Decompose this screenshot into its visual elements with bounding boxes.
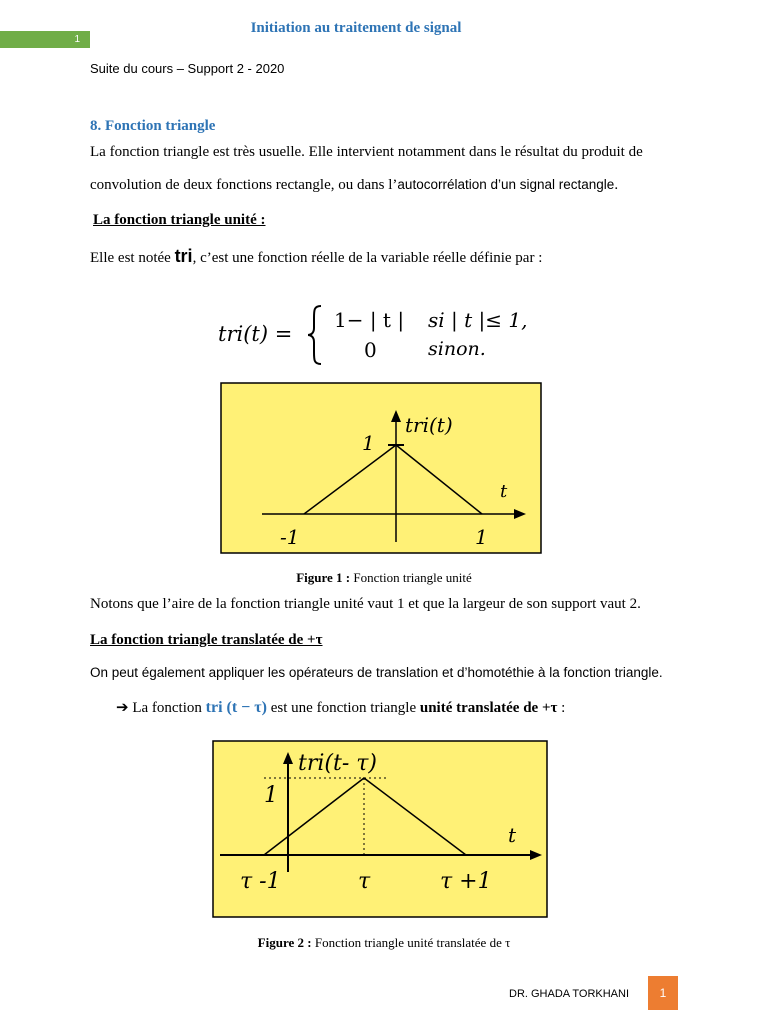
intro-paragraph-line2: [90, 175, 618, 195]
case2-value: 0: [364, 338, 377, 362]
figure2-plot: [212, 740, 548, 918]
case1-condition: si | t |≤ 1,: [428, 308, 528, 332]
definition-text-a: Elle est notée: [90, 250, 175, 266]
figure1-tick-peak: 1: [362, 431, 375, 455]
course-subtitle: Suite du cours – Support 2 - 2020: [90, 61, 285, 76]
bullet-bold-text: unité translatée de +τ: [419, 700, 558, 716]
figure1-background: [221, 383, 541, 553]
figure1-caption-text: Fonction triangle unité: [350, 570, 472, 585]
figure2-tick-left: τ -1: [240, 869, 281, 894]
figure1-caption-label: Figure 1 :: [296, 570, 351, 585]
page-number-tab: 1: [0, 31, 90, 48]
figure1-tick-left: -1: [280, 525, 300, 549]
tri-keyword: tri: [174, 246, 193, 266]
translated-bullet: [116, 698, 565, 718]
case2-condition: sinon.: [428, 338, 486, 360]
figure2-tick-right: τ +1: [440, 869, 492, 894]
footer-page-number: 1: [648, 976, 678, 1010]
translated-heading: La fonction triangle translatée de +τ: [90, 632, 323, 648]
figure1-tick-right: 1: [475, 525, 488, 549]
bullet-text-c: :: [557, 700, 566, 716]
footer-author: DR. GHADA TORKHANI: [509, 988, 630, 1000]
document-header-title: Initiation au traitement de signal: [250, 20, 462, 36]
unit-definition: [90, 246, 542, 268]
figure2-tick-peak: 1: [264, 783, 278, 808]
bullet-text-b: est une fonction triangle: [267, 700, 420, 716]
figure1-plot: [220, 382, 542, 554]
arrow-icon: ➔: [116, 700, 129, 716]
figure2-xlabel: t: [508, 823, 517, 847]
tri-formula: [218, 300, 558, 370]
case1-value: 1− | t |: [334, 308, 405, 332]
figure1-caption: [0, 570, 768, 586]
note-paragraph: Notons que l’aire de la fonction triangle unité vaut 1 et que la largeur de son support vaut 2.: [90, 596, 641, 612]
definition-text-b: , c’est une fonction réelle de la variable réelle définie par :: [192, 250, 543, 266]
figure2-caption-text: Fonction triangle unité translatée de τ: [311, 935, 511, 950]
figure2-caption-label: Figure 2 :: [257, 935, 312, 950]
intro-text-a: convolution de deux fonctions rectangle, ou dans l’: [90, 177, 398, 193]
figure1-xlabel: t: [500, 481, 508, 502]
figure2-ylabel: tri(t- τ): [298, 751, 377, 776]
section-title: 8. Fonction triangle: [90, 118, 216, 134]
bullet-text-a: La fonction: [128, 700, 206, 716]
formula-brace: [306, 304, 324, 366]
unit-heading: La fonction triangle unité :: [93, 212, 266, 228]
intro-text-link: autocorrélation d’un signal rectangle: [397, 177, 615, 192]
tri-shifted-keyword: tri (t − τ): [205, 699, 267, 716]
intro-text-c: .: [614, 177, 619, 193]
translated-paragraph: On peut également appliquer les opérateurs de translation et d’homotéthie à la fonction triangle.: [90, 665, 663, 680]
figure1-ylabel: tri(t): [405, 413, 453, 437]
intro-paragraph-line1: La fonction triangle est très usuelle. Elle intervient notamment dans le résultat du produit de: [90, 144, 643, 160]
formula-lhs: tri(t) =: [218, 322, 293, 346]
figure2-tick-mid: τ: [358, 869, 371, 894]
figure2-caption: [0, 935, 768, 951]
